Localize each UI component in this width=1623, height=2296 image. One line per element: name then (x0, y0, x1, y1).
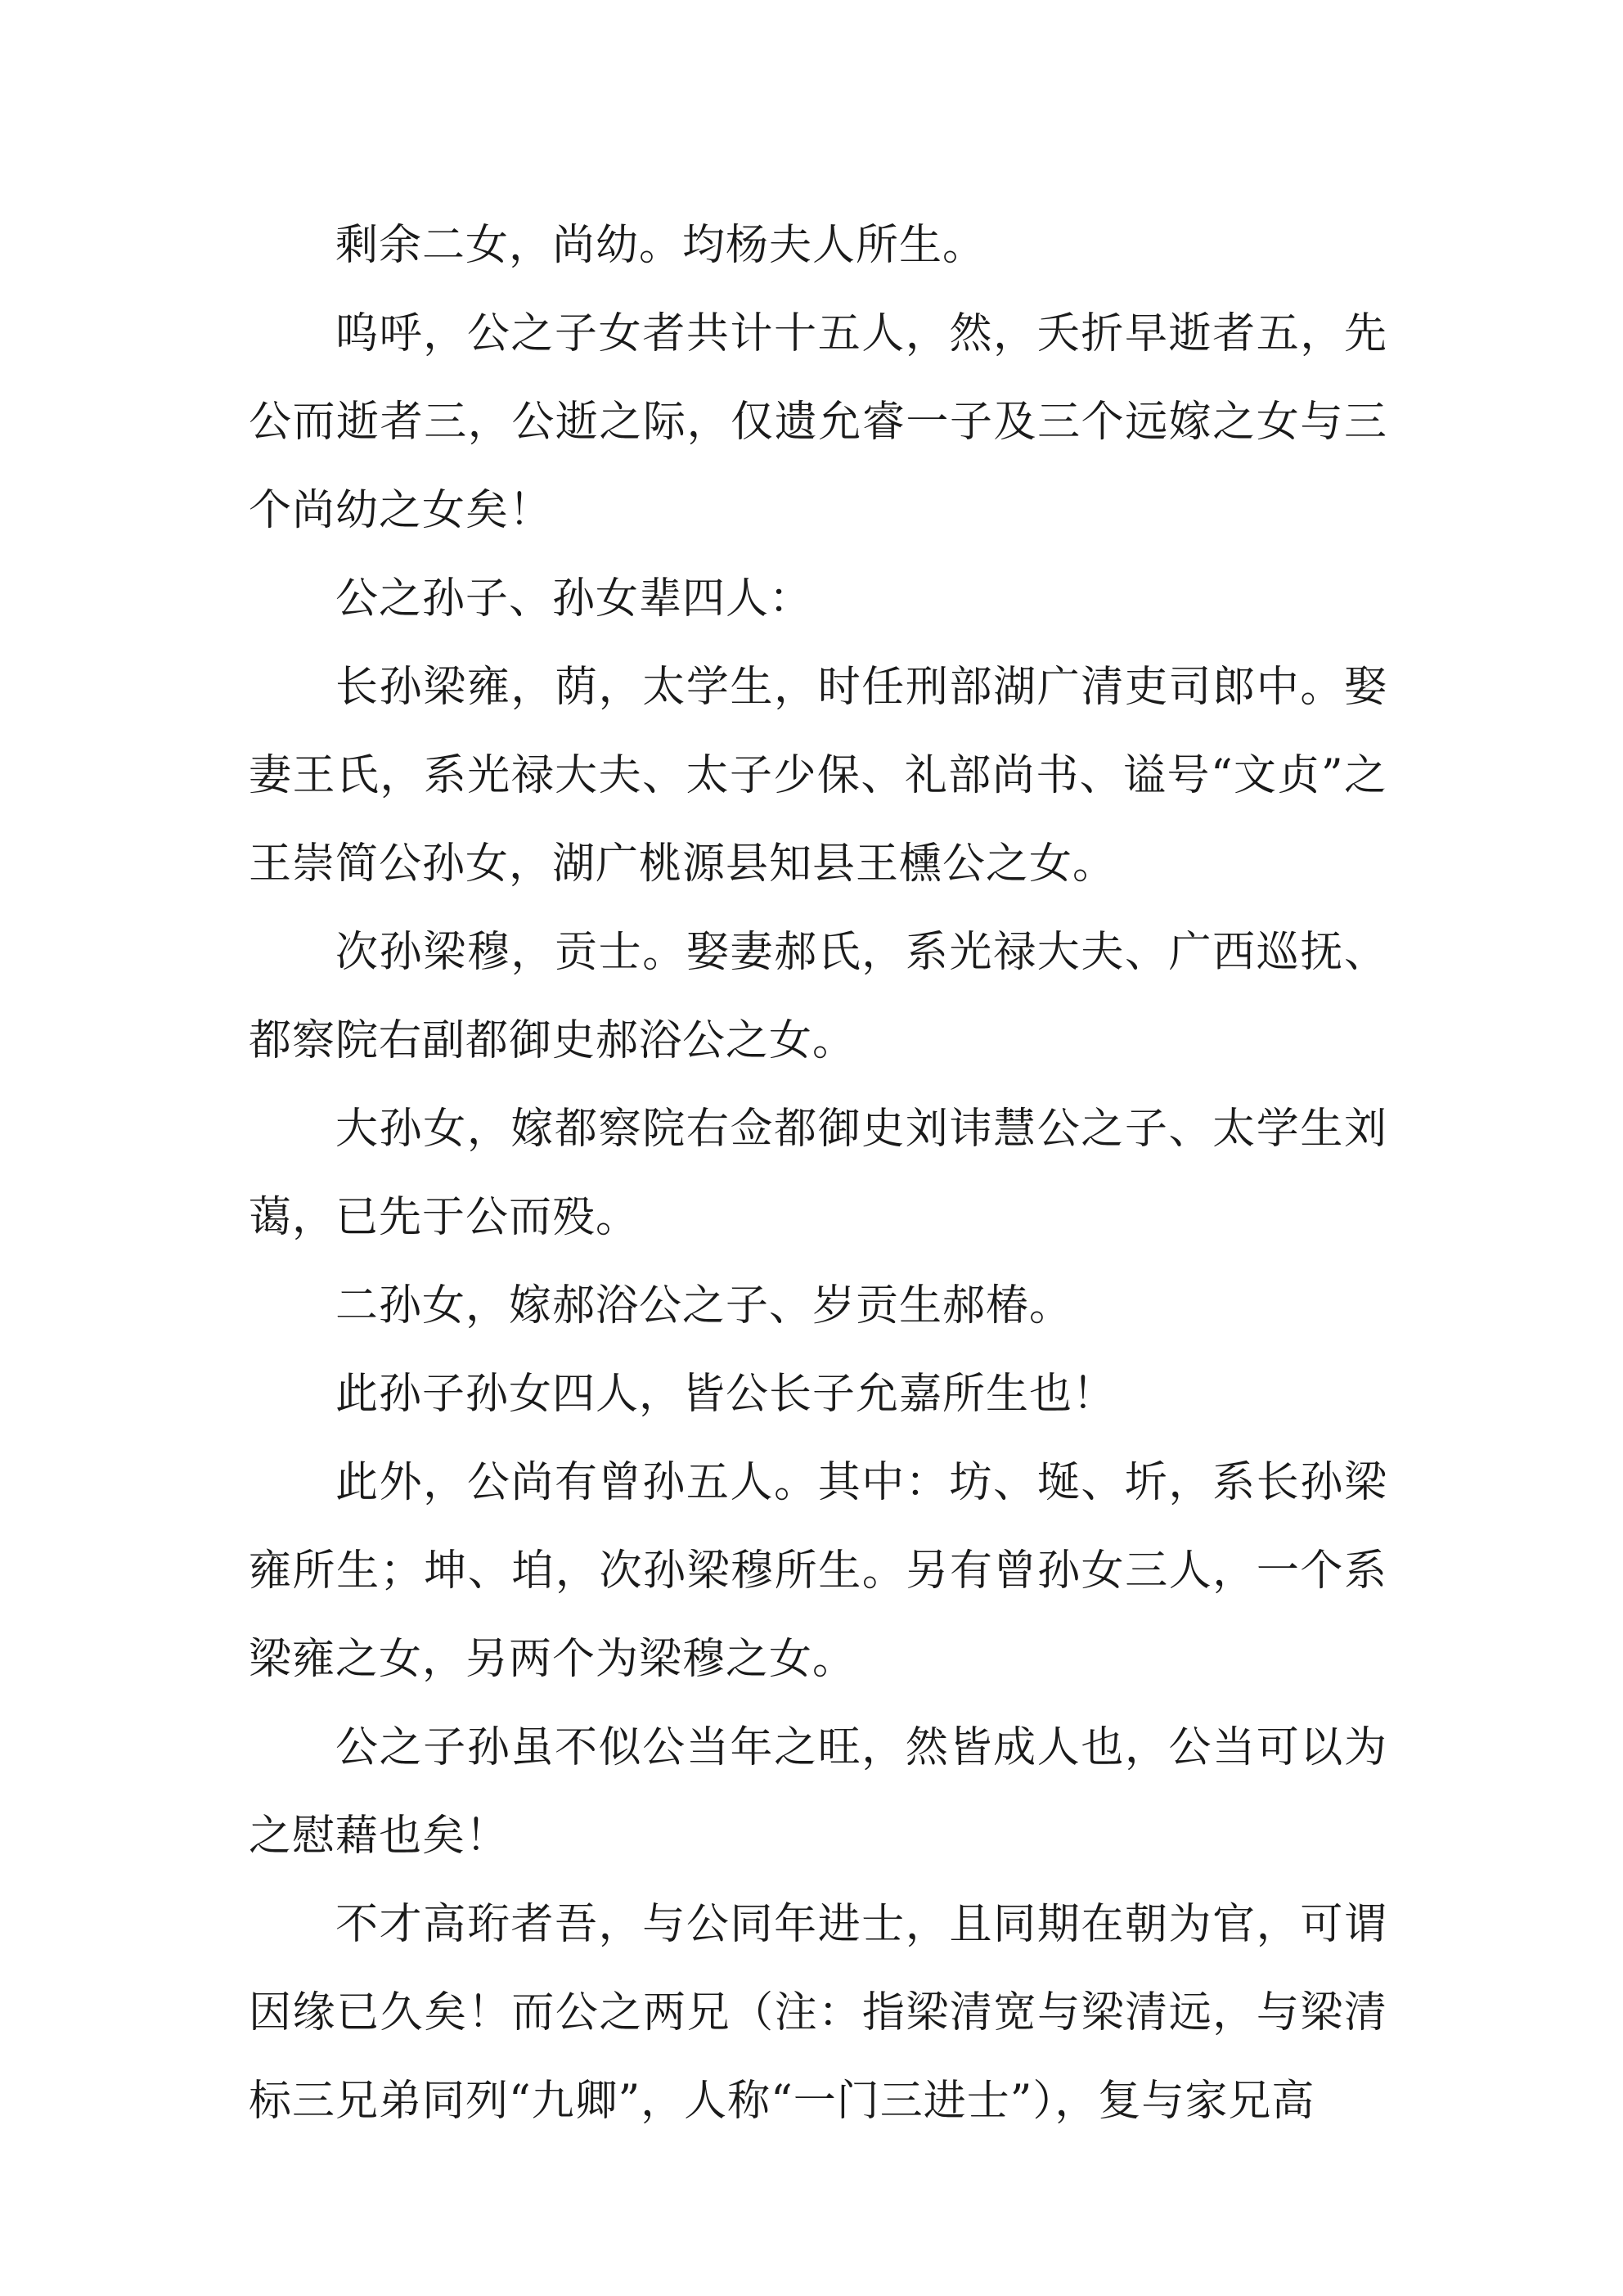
paragraph-6: 大孙女，嫁都察院右佥都御史刘讳慧公之子、太学生刘蔼，已先于公而殁。 (249, 1105, 1387, 1242)
paragraph-5: 次孙梁穆，贡士。娶妻郝氏，系光禄大夫、广西巡抚、都察院右副都御史郝浴公之女。 (249, 928, 1387, 1065)
paragraph-10: 公之子孙虽不似公当年之旺，然皆成人也，公当可以为之慰藉也矣！ (249, 1723, 1387, 1861)
paragraph-11: 不才高珩者吾，与公同年进士，且同期在朝为官，可谓因缘已久矣！而公之两兄（注：指梁清宽与梁清远，与梁清标三兄弟同列“九卿”，人称“一门三进士”），复与家兄高 (249, 1900, 1387, 2126)
paragraph-4: 长孙梁雍，荫，太学生，时任刑部湖广清吏司郎中。娶妻王氏，系光禄大夫、太子少保、礼部尚书、谥号“文贞”之王崇简公孙女，湖广桃源县知县王櫄公之女。 (249, 663, 1387, 889)
paragraph-9: 此外，公尚有曾孙五人。其中：坊、埏、圻，系长孙梁雍所生；坤、垍，次孙梁穆所生。另有曾孙女三人，一个系梁雍之女，另两个为梁穆之女。 (249, 1458, 1387, 1684)
paragraph-3: 公之孙子、孙女辈四人： (335, 574, 813, 624)
body-text (249, 201, 1387, 2145)
paragraph-8: 此孙子孙女四人，皆公长子允嘉所生也！ (335, 1370, 1117, 1419)
paragraph-2: 呜呼，公之子女者共计十五人，然，夭折早逝者五，先公而逝者三，公逝之际，仅遗允睿一子及三个远嫁之女与三个尚幼之女矣！ (249, 309, 1387, 535)
paragraph-1: 剩余二女，尚幼。均杨夫人所生。 (335, 221, 987, 270)
paragraph-7: 二孙女，嫁郝浴公之子、岁贡生郝椿。 (335, 1281, 1073, 1330)
